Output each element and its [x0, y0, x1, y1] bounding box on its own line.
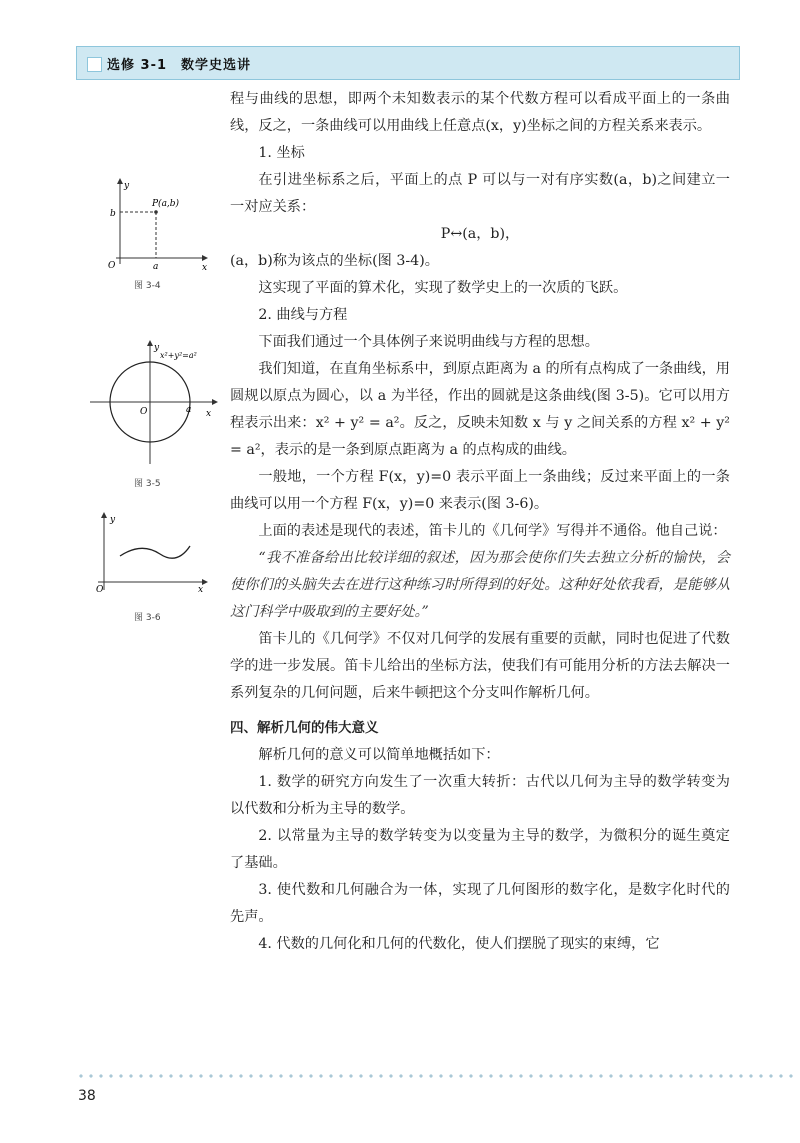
list-item: 4. 代数的几何化和几何的代数化，使人们摆脱了现实的束缚，它 [258, 936, 660, 952]
b-label: b [110, 209, 116, 219]
list-item: 3. 使代数和几何融合为一体，实现了几何图形的数字化，是数字化时代的先声。 [230, 882, 730, 925]
paragraph: 解析几何的意义可以简单地概括如下： [258, 747, 500, 763]
paragraph: 笛卡儿的《几何学》不仅对几何学的发展有重要的贡献，同时也促进了代数学的进一步发展。笛卡儿给出的坐标方法，使我们有可能用分析的方法去解决一系列复杂的几何问题，后来牛顿把这个分支叫作解析几何。 [230, 631, 730, 701]
formula: P↔(a，b)， [440, 226, 520, 242]
origin-label: O [108, 261, 116, 270]
figure-3-5 [90, 340, 220, 489]
paragraph: 这实现了平面的算术化，实现了数学史上的一次质的飞跃。 [258, 280, 628, 296]
figure-caption: 图 3-6 [134, 613, 161, 623]
circle-equation: x²+y²=a² [160, 351, 197, 360]
figure-caption: 图 3-4 [134, 281, 161, 291]
coordinate-point-diagram [90, 178, 210, 270]
origin-label: O [140, 407, 148, 417]
figure-caption: 图 3-5 [134, 479, 161, 489]
paragraph: 在引进坐标系之后，平面上的点 P 可以与一对有序实数(a，b)之间建立一一对应关系： [230, 172, 730, 215]
list-item: 2. 以常量为主导的数学转变为以变量为主导的数学，为微积分的诞生奠定了基础。 [230, 828, 730, 871]
y-axis-label: y [124, 181, 130, 191]
paragraph: 我们知道，在直角坐标系中，到原点距离为 a 的所有点构成了一条曲线，用圆规以原点为圆心，以 a 为半径，作出的圆就是这条曲线(图 3-5)。它可以用方程表示出来：x² + y² = a²。反之，反映未知数 x 与 y 之间关系的方程 x² + y² = a²，表示的是一条到原点距离为 a 的点构成的曲线。 [230, 361, 730, 458]
a-label: a [186, 405, 192, 415]
list-item: 1. 数学的研究方向发生了一次重大转折：古代以几何为主导的数学转变为以代数和分析为主导的数学。 [230, 774, 730, 817]
a-label: a [153, 262, 159, 270]
main-text [230, 86, 730, 958]
header-title: 选修 3-1 数学史选讲 [107, 58, 252, 73]
figure-3-6 [90, 512, 220, 623]
section-heading: 四、解析几何的伟大意义 [230, 720, 379, 736]
x-axis-label: x [198, 585, 204, 592]
curve-diagram [90, 512, 210, 592]
point-label: P(a,b) [152, 199, 180, 209]
paragraph: 一般地，一个方程 F(x，y)=0 表示平面上一条曲线；反过来平面上的一条曲线可以用一个方程 F(x，y)=0 来表示(图 3-6)。 [230, 469, 730, 512]
subheading-curve-equation: 2. 曲线与方程 [258, 307, 348, 323]
y-axis-label: y [110, 515, 116, 525]
paragraph: 下面我们通过一个具体例子来说明曲线与方程的思想。 [258, 334, 599, 350]
figure-3-4 [90, 178, 220, 291]
paragraph: 上面的表述是现代的表述，笛卡儿的《几何学》写得并不通俗。他自己说： [258, 523, 727, 539]
header-square-icon [87, 57, 102, 72]
x-axis-label: x [202, 263, 208, 270]
origin-label: O [96, 585, 104, 592]
x-axis-label: x [206, 409, 212, 419]
subheading-coordinates: 1. 坐标 [258, 145, 305, 161]
footer-divider [76, 1073, 796, 1079]
paragraph: (a，b)称为该点的坐标(图 3-4)。 [230, 253, 439, 269]
y-axis-label: y [154, 343, 160, 353]
page-number: 38 [78, 1088, 96, 1104]
chapter-header [76, 46, 740, 80]
circle-diagram [90, 340, 220, 466]
paragraph: 程与曲线的思想，即两个未知数表示的某个代数方程可以看成平面上的一条曲线，反之，一条曲线可以用曲线上任意点(x，y)坐标之间的方程关系来表示。 [230, 91, 730, 134]
quotation: “我不准备给出比较详细的叙述，因为那会使你们失去独立分析的愉快，会使你们的头脑失去在进行这种练习时所得到的好处。这种好处依我看，是能够从这门科学中吸取到的主要好处。” [230, 550, 730, 620]
